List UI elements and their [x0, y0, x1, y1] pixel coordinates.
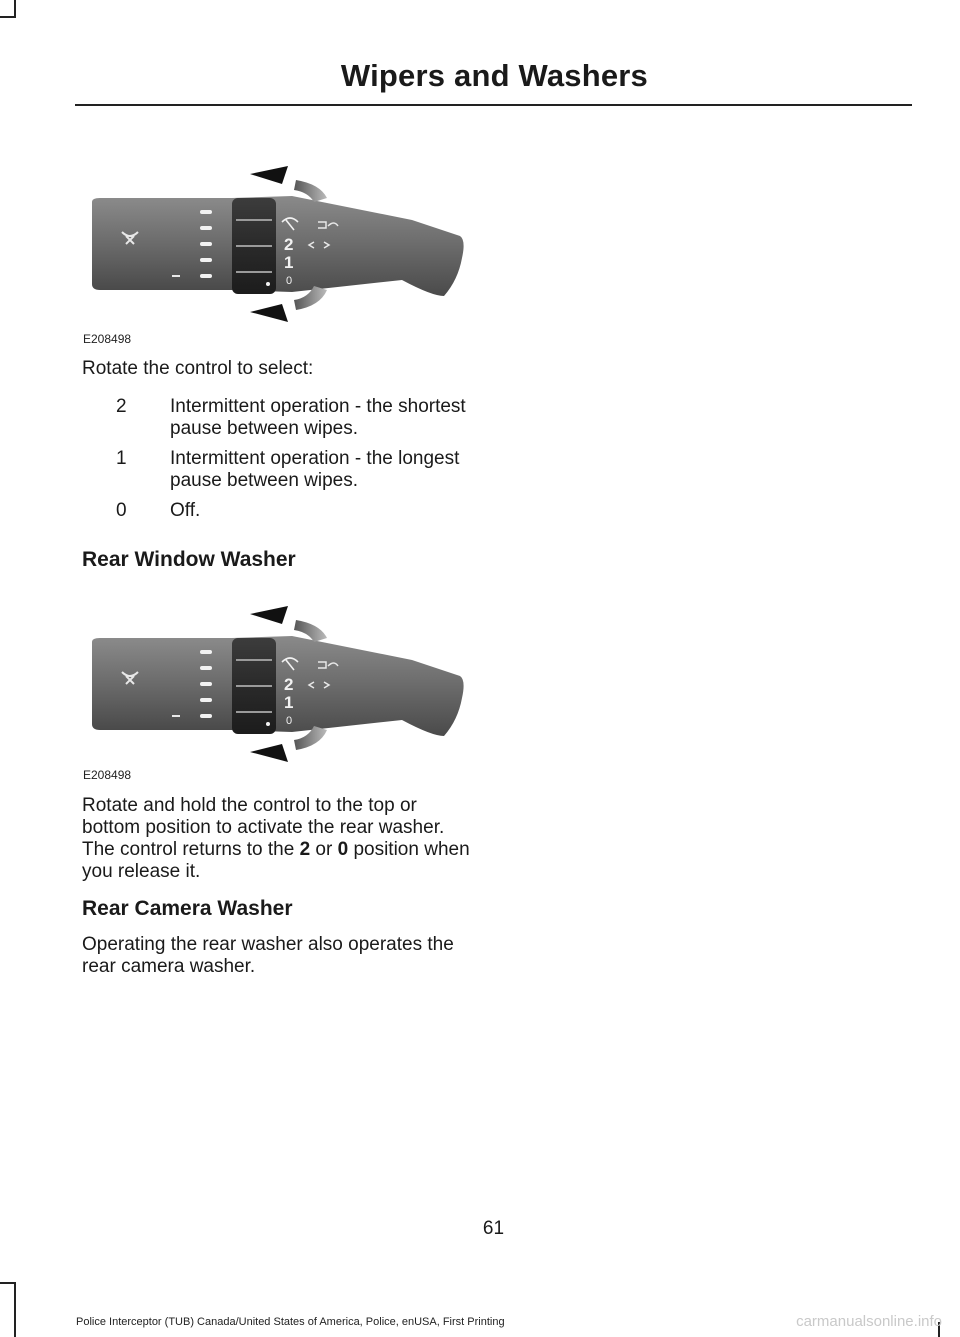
section-heading-rear-camera: Rear Camera Washer: [82, 897, 293, 920]
rotate-up-arrow-icon: [250, 166, 288, 184]
page-title: Wipers and Washers: [340, 58, 648, 93]
figure-id: E208498: [83, 332, 132, 346]
crop-mark: [0, 16, 16, 18]
option-description: Intermittent operation - the longest pause between wipes.: [170, 448, 460, 491]
ring-label-0: 0: [286, 275, 293, 287]
paragraph-text: Rotate and hold the control to the top or bottom position to activate the rear washer. The control returns to the: [82, 795, 445, 860]
wiper-stalk-figure: [82, 580, 472, 780]
crop-mark: [0, 1282, 16, 1284]
option-number: 2: [116, 396, 127, 417]
ring-label-0: 0: [286, 715, 293, 727]
position-0-label: 0: [337, 839, 349, 860]
rotate-down-arrow-icon: [250, 744, 288, 762]
rear-window-paragraph: [82, 795, 477, 883]
section-heading-rear-window: Rear Window Washer: [82, 548, 296, 571]
header-divider: [75, 104, 912, 106]
list-item: [82, 500, 477, 522]
footer-text: Police Interceptor (TUB) Canada/United States of America, Police, enUSA, First Printing: [76, 1316, 505, 1328]
list-item: [82, 396, 477, 440]
option-description: Off.: [170, 500, 201, 521]
ring-label-2: 2: [284, 675, 294, 694]
crop-mark: [14, 1282, 16, 1337]
paragraph-text: position when you release it.: [82, 839, 470, 882]
paragraph-text: or: [310, 839, 338, 860]
intro-text: Rotate the control to select:: [82, 358, 314, 379]
ring-label-1: 1: [284, 253, 294, 272]
option-list: [82, 396, 477, 530]
ring-label-1: 1: [284, 693, 294, 712]
option-number: 0: [116, 500, 127, 521]
ring-label-2: 2: [284, 235, 294, 254]
rear-camera-paragraph: Operating the rear washer also operates the rear camera washer.: [82, 934, 454, 977]
rotate-up-arrow-icon: [250, 606, 288, 624]
position-2-label: 2: [299, 839, 311, 860]
page-number: 61: [482, 1218, 505, 1239]
list-item: [82, 448, 477, 492]
wiper-stalk-figure: [82, 140, 472, 340]
watermark: carmanualsonline.info: [796, 1313, 942, 1330]
figure-id: E208498: [83, 768, 132, 782]
rotate-down-arrow-icon: [250, 304, 288, 322]
option-number: 1: [116, 448, 127, 469]
option-description: Intermittent operation - the shortest pause between wipes.: [170, 396, 466, 439]
